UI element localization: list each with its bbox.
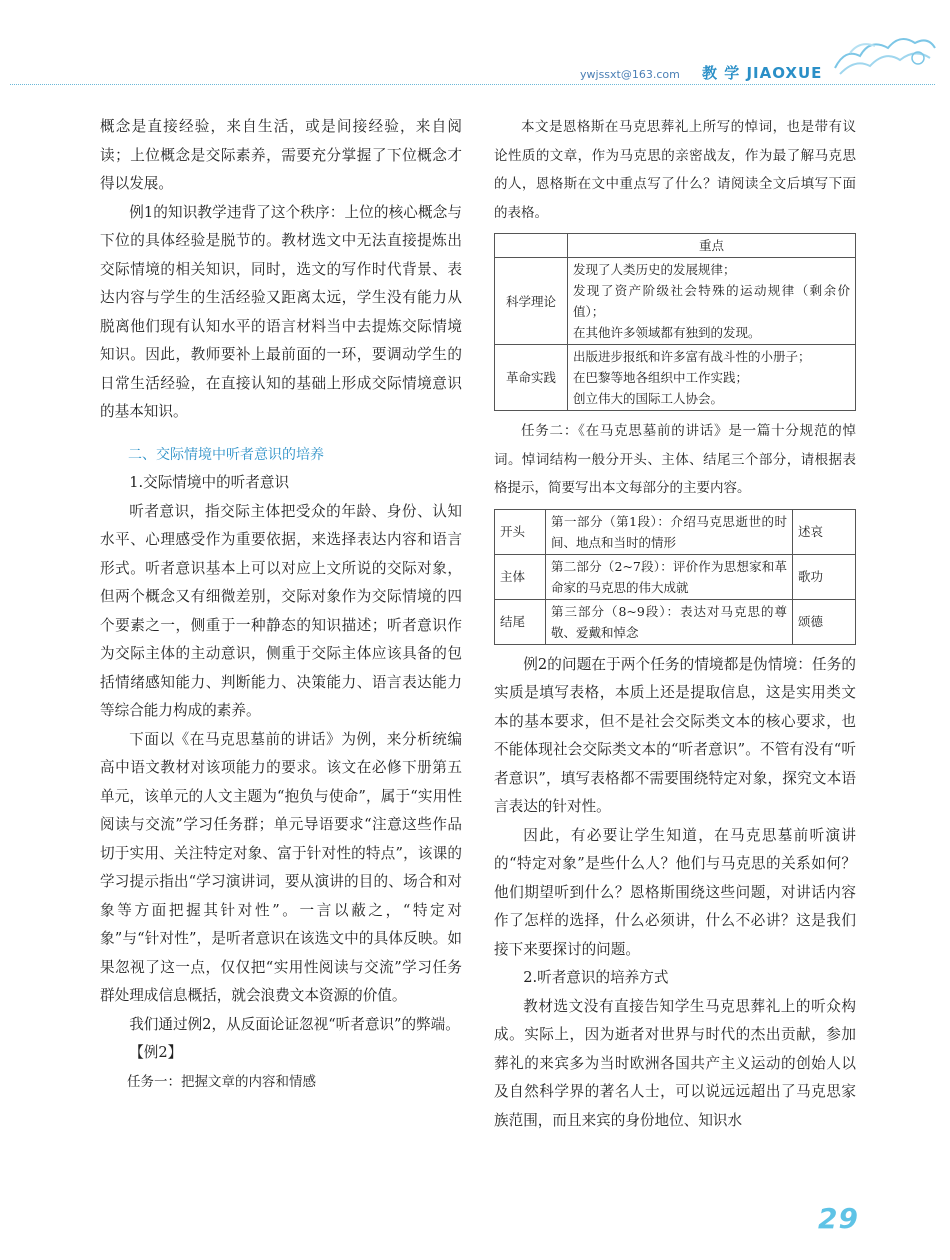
subheading: 2.听者意识的培养方式 [523,969,669,986]
content-cell: 第二部分（2~7段）：评价作为思想家和革命家的马克思的伟大成就 [546,554,793,599]
tag-cell: 颂德 [793,599,856,644]
row-label: 革命实践 [495,345,568,411]
table-header: 重点 [568,234,856,258]
tag-cell: 歌功 [793,554,856,599]
left-column [100,113,462,1096]
wave-decoration-icon [830,28,940,78]
part-cell: 开头 [495,509,546,554]
part-cell: 结尾 [495,599,546,644]
header-section-title: 教 学 JIAOXUE [702,64,823,82]
example-label: 【例2】 [129,1044,183,1061]
row-label: 科学理论 [495,258,568,345]
paragraph: 下面以《在马克思墓前的讲话》为例，来分析统编高中语文教材对该项能力的要求。该文在必修下册第五单元，该单元的人文主题为“抱负与使命”，属于“实用性阅读与交流”学习任务群；单元导语要求“注意这些作品切于实用、关注特定对象、富于针对性的特点”，该课的学习提示指出“学习演讲词，要从演讲的目的、场合和对象等方面把握其针对性”。一言以蔽之，“特定对象”与“针对性”，是听者意识在该选文中的具体反映。如果忽视了这一点，仅仅把“实用性阅读与交流”学习任务群处理成信息概括，就会浪费文本资源的价值。 [100,730,462,1004]
paragraph: 因此，有必要让学生知道，在马克思墓前听演讲的“特定对象”是些什么人？他们与马克思的关系如何？他们期望听到什么？恩格斯围绕这些问题，对讲话内容作了怎样的选择，什么必须讲，什么不必讲？这是我们接下来要探讨的问题。 [494,826,856,958]
paragraph: 例1的知识教学违背了这个秩序：上位的核心概念与下位的具体经验是脱节的。教材选文中无法直接提炼出交际情境的相关知识，同时，选文的写作时代背景、表达内容与学生的生活经验又距离太远，学生没有能力从脱离他们现有认知水平的语言材料当中去提炼交际情境知识。因此，教师要补上最前面的一环，要调动学生的日常生活经验，在直接认知的基础上形成交际情境意识的基本知识。 [100,203,462,420]
row-item: 发现了资产阶级社会特殊的运动规律（剩余价值）； [573,283,850,319]
table-row [495,554,856,599]
paragraph: 例2的问题在于两个任务的情境都是伪情境：任务的实质是填写表格，本质上还是提取信息，这是实用类文本的基本要求，但不是社会交际类文本的核心要求，也不能体现社会交际类文本的“听者意识”。不管有没有“听者意识”，填写表格都不需要围绕特定对象，探究文本语言表达的针对性。 [494,655,856,815]
header-email: ywjssxt@163.com [580,68,680,81]
page-header [0,0,950,95]
task-two-prompt: 任务二：《在马克思墓前的讲话》是一篇十分规范的悼词。悼词结构一般分开头、主体、结尾三个部分，请根据表格提示，简要写出本文每部分的主要内容。 [494,423,856,496]
row-item: 发现了人类历史的发展规律； [573,262,736,277]
task-one-prompt: 本文是恩格斯在马克思葬礼上所写的悼词，也是带有议论性质的文章，作为马克思的亲密战友，作为最了解马克思的人，恩格斯在文中重点写了什么？请阅读全文后填写下面的表格。 [494,119,856,221]
row-item: 创立伟大的国际工人协会。 [573,391,724,406]
paragraph: 教材选文没有直接告知学生马克思葬礼上的听众构成。实际上，因为逝者对世界与时代的杰出贡献，参加葬礼的来宾多为当时欧洲各国共产主义运动的创始人以及自然科学界的著名人士，可以说远远超出了马克思家族范围，而且来宾的身份地位、知识水 [494,997,856,1129]
content-cell: 第三部分（8~9段）：表达对马克思的尊敬、爱戴和悼念 [546,599,793,644]
structure-table [494,509,856,645]
row-item: 在巴黎等地各组织中工作实践； [573,370,749,385]
table-row [495,509,856,554]
table-row [495,599,856,644]
page-number: 29 [818,1202,859,1235]
row-item: 出版进步报纸和许多富有战斗性的小册子； [573,349,811,364]
section-heading: 二、交际情境中听者意识的培养 [128,446,324,463]
table-row [495,258,856,345]
row-item: 在其他许多领域都有独到的发现。 [573,325,761,340]
table-row [495,345,856,411]
key-points-table [494,233,856,411]
part-cell: 主体 [495,554,546,599]
header-divider [10,84,935,85]
paragraph: 概念是直接经验，来自生活，或是间接经验，来自阅读；上位概念是交际素养，需要充分掌握了下位概念才得以发展。 [100,118,462,192]
paragraph: 我们通过例2，从反面论证忽视“听者意识”的弊端。 [129,1015,460,1033]
tag-cell: 述哀 [793,509,856,554]
content-cell: 第一部分（第1段）：介绍马克思逝世的时间、地点和当时的情形 [546,509,793,554]
subheading: 1.交际情境中的听者意识 [129,474,290,491]
task-one: 任务一：把握文章的内容和情感 [127,1073,316,1090]
paragraph: 听者意识，指交际主体把受众的年龄、身份、认知水平、心理感受作为重要依据，来选择表达内容和语言形式。听者意识基本上可以对应上文所说的交际对象，但两个概念又有细微差别，交际对象作为交际情境的四个要素之一，侧重于一种静态的知识描述；听者意识作为交际主体的主动意识，侧重于交际主体应该具备的包括情绪感知能力、判断能力、决策能力、语言表达能力等综合能力构成的素养。 [100,502,462,719]
right-column [494,113,856,1135]
